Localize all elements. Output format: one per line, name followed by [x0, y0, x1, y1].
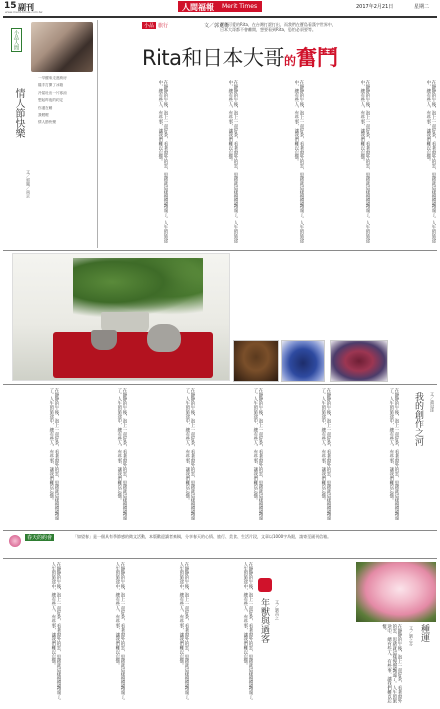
tea-bowl-photo	[233, 340, 279, 382]
body-column: 在靜靜的午後，泡上一壺好茶，看著窗外的雲，思緒就這樣慢慢飄遠了。人生的旅途中，總有些人、有些事，讓我們難以忘懷。	[157, 80, 168, 243]
page-number: 15	[4, 1, 17, 11]
lead-title-small: 的	[284, 54, 297, 68]
creation-title: 我的創作之河	[413, 392, 423, 446]
kicker-badge: 小品	[144, 23, 155, 29]
body-column: 在靜靜的午後，泡上一壺好茶，看著窗外的雲，思緒就這樣慢慢飄遠了。人生的旅途中，總有些人、有些事，讓我們難以忘懷。	[252, 388, 263, 520]
masthead: 人間福報	[182, 3, 214, 12]
poem-body	[38, 76, 94, 246]
blue-bowl-photo	[281, 340, 325, 382]
tea-hands-photo	[31, 22, 93, 72]
tea-cup	[91, 330, 117, 350]
fate-column	[286, 560, 437, 706]
body-column: 在靜靜的午後，泡上一壺好茶，看著窗外的雲，思緒就這樣慢慢飄遠了。人生的旅途中，總有些人、有些事，讓我們難以忘懷。	[320, 388, 331, 520]
creation-author: 文／趙冠達	[430, 392, 435, 412]
issue-weekday: 星期二	[414, 4, 430, 10]
body-column: 在靜靜的午後，泡上一壺好茶，看著窗外的雲，思緒就這樣慢慢飄遠了。人生的旅途中，總有些人、有些事，讓我們難以忘懷。	[425, 80, 436, 243]
masthead-en: Merit Times	[222, 3, 258, 10]
body-column: 在靜靜的午後，泡上一壺好茶，看著窗外的雲，思緒就這樣慢慢飄遠了。人生的旅途中，總有些人、有些事，讓我們難以忘懷。	[48, 388, 59, 520]
red-tray	[53, 332, 213, 378]
masthead-box	[178, 1, 262, 12]
lead-title-end: 奮鬥	[296, 46, 339, 70]
poem-line: 冷氣吐出一片寒涼	[38, 90, 67, 95]
poem-line: 想起昨夜的約定	[38, 98, 64, 103]
year-beast-column	[254, 560, 284, 706]
bonsai-foliage	[73, 258, 203, 318]
poem-line: 我輕輕	[38, 113, 49, 118]
promo-body: 「如望春」是一個具有季節感的徵文活動，本版歡迎讀者來稿，分享春天的心情、旅行、美食、生活片段，文章以1000字為限，請寄至副刊信箱。	[73, 534, 332, 539]
poem-line: 你還在睡	[38, 105, 53, 110]
header-rule	[3, 16, 437, 18]
bonsai-teapot-photo	[12, 253, 230, 381]
mid-section-rule	[3, 384, 437, 385]
mid-section-body	[3, 386, 399, 528]
body-column: 在靜靜的午後，泡上一壺好茶，看著窗外的雲，思緒就這樣慢慢飄遠了。人生的旅途中，總有些人、有些事，讓我們難以忘懷。	[293, 80, 304, 243]
poem-line: 一早醒來走進廚房	[38, 76, 67, 80]
year-beast-author: 文／劉昌之	[275, 600, 280, 620]
fate-author: 文／劉之芬	[409, 626, 414, 646]
left-column	[3, 20, 95, 250]
flower-icon	[9, 535, 21, 547]
creation-river-column	[400, 386, 437, 528]
body-column: 在靜靜的午後，泡上一壺好茶，看著窗外的雲，思緒就這樣慢慢飄遠了。人生的旅途中，總有些人、有些事，讓我們難以忘懷。	[227, 80, 238, 243]
body-column: 在靜靜的午後，泡上一壺好茶，看著窗外的雲，思緒就這樣慢慢飄遠了。人生的旅途中，總有些人、有些事，讓我們難以忘懷。	[242, 562, 253, 703]
ceramic-jar-photo	[330, 340, 388, 382]
poem-title: 情人節快樂	[13, 88, 24, 138]
page-header	[0, 0, 440, 14]
column-tag: 小品人間	[11, 28, 22, 52]
poem-line: 隨手打開了冰箱	[38, 83, 64, 88]
lantern-icon	[258, 578, 272, 592]
left-column-divider	[97, 20, 98, 248]
body-column: 在靜靜的午後，泡上一壺好茶，看著窗外的雲，思緒就這樣慢慢飄遠了。人生的旅途中，總有些人、有些事，讓我們難以忘懷。	[359, 80, 370, 243]
body-column: 在靜靜的午後，泡上一壺好茶，看著窗外的雲，思緒就這樣慢慢飄遠了。人生的旅途中，總有些人、有些事，讓我們難以忘懷。	[114, 562, 125, 703]
photo-row-rule	[3, 250, 437, 251]
lead-story-body	[100, 80, 436, 248]
promo-strip	[3, 532, 437, 556]
site-url: www.merit-times.com.tw	[5, 10, 43, 14]
body-column: 在靜靜的午後，泡上一壺好茶，看著窗外的雲，思緒就這樣慢慢飄遠了。人生的旅途中，總有些人、有些事，讓我們難以忘懷。	[388, 388, 399, 520]
section-name: 副刊	[18, 3, 34, 12]
kicker-sub: 旅行	[158, 23, 169, 29]
fate-body: 在靜靜的午後，泡上一壺好茶，看著窗外的雲，思緒就這樣慢慢飄遠了。人生的旅途中，總有些人、有些事，讓我們難以忘懷。	[381, 624, 402, 704]
poem-author: 文／郭鳳／南京	[26, 170, 31, 198]
bottom-rule	[3, 558, 437, 559]
lead-story-header	[140, 20, 436, 80]
promo-tag: 春天的約會	[27, 535, 53, 541]
lead-intro: 寶島可愛的Rita，在台灣打滾打出，而我們在寶島看漢字世界中，日本大哥都不會離開，想要看到Rita，恐怕必須要等。	[220, 22, 336, 32]
poem-line: 情人節快樂	[38, 120, 56, 125]
body-column: 在靜靜的午後，泡上一壺好茶，看著窗外的雲，思緒就這樣慢慢飄遠了。人生的旅途中，總有些人、有些事，讓我們難以忘懷。	[178, 562, 189, 703]
issue-date: 2017年2月21日	[356, 4, 394, 10]
lead-title	[142, 42, 338, 72]
body-column: 在靜靜的午後，泡上一壺好茶，看著窗外的雲，思緒就這樣慢慢飄遠了。人生的旅途中，總有些人、有些事，讓我們難以忘懷。	[184, 388, 195, 520]
year-beast-title: 年獸與過客	[259, 598, 269, 643]
body-column: 在靜靜的午後，泡上一壺好茶，看著窗外的雲，思緒就這樣慢慢飄遠了。人生的旅途中，總有些人、有些事，讓我們難以忘懷。	[116, 388, 127, 520]
bottom-left-body	[3, 560, 253, 706]
body-column: 在靜靜的午後，泡上一壺好茶，看著窗外的雲，思緒就這樣慢慢飄遠了。人生的旅途中，總有些人、有些事，讓我們難以忘懷。	[50, 562, 61, 703]
lotus-photo	[356, 562, 436, 622]
promo-rule	[3, 530, 437, 531]
fate-title: 種運	[419, 624, 429, 642]
lead-title-main: Rita和日本大哥	[142, 46, 285, 70]
lead-author: 文／郭克勇	[204, 23, 230, 29]
teapot	[147, 324, 181, 352]
